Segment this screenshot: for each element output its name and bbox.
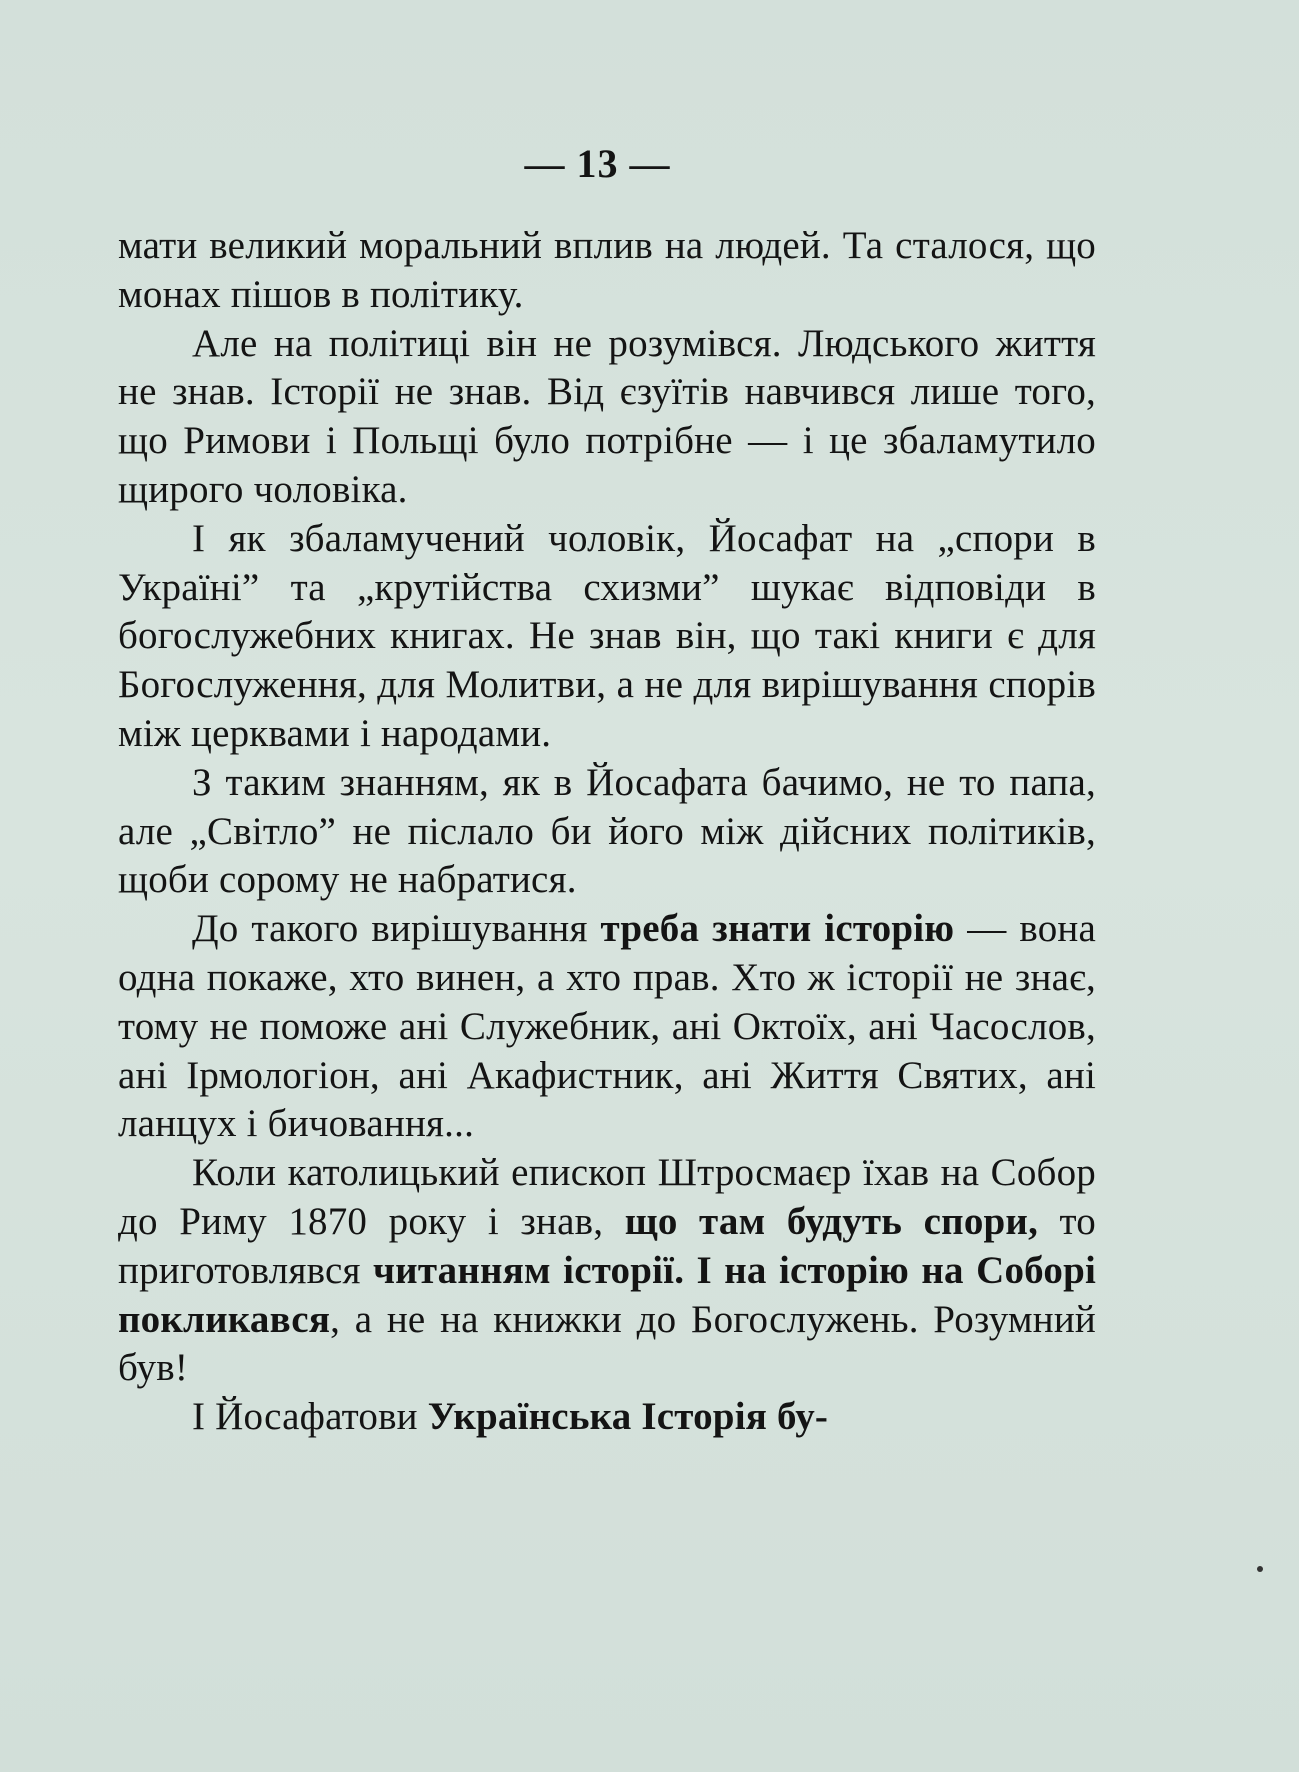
paragraph-text: — вона одна покаже, хто винен, а хто прав. Хто ж історії не знає, тому не поможе ані Служебник, ані Октоїх, ані Часослов, ані Ірмологіон, ані Акафистник, ані Життя Святих, ані ланцух і бичовання...: [118, 907, 1096, 1146]
emphasized-text: Українська Історія бу-: [427, 1395, 829, 1439]
print-speck: [1257, 1566, 1263, 1572]
paragraph-text: мати великий моральний вплив на людей. Та сталося, що монах пішов в політику.: [118, 224, 1096, 316]
paragraph-7: [118, 1393, 1096, 1442]
paragraph-text: До такого вирішування: [192, 907, 601, 951]
body-text: [118, 222, 1096, 1442]
emphasized-text: треба знати історію: [600, 907, 955, 951]
emphasized-text: читанням історії. І на історію на Соборі покликався: [118, 1248, 1096, 1341]
paragraph-text: Коли католицький епископ Штросмаєр їхав на Собор до Риму 1870 року і знав,: [118, 1151, 1096, 1243]
paragraph-text: то приготовлявся: [118, 1199, 1096, 1292]
paragraph-text: Але на політиці він не розумівся. Людського життя не знав. Історії не знав. Від єзуїтів навчився лише того, що Римови і Польщі було потрібне — і це збаламутило щирого чоловіка.: [118, 321, 1096, 511]
paragraph-text: І Йосафатови: [192, 1395, 428, 1439]
paragraph-1: [118, 222, 1096, 320]
paragraph-5: [118, 905, 1096, 1149]
page-number: — 13 —: [524, 141, 671, 186]
paragraph-text: , а не на книжки до Богослужень. Розумний був!: [118, 1297, 1096, 1390]
paragraph-2: [118, 320, 1096, 515]
paragraph-4: [118, 759, 1096, 905]
paragraph-text: І як збаламучений чоловік, Йосафат на „спори в Україні” та „крутійства схизми” шукає відповіди в богослужебних книгах. Не знав він, що такі книги є для Богослуження, для Молитви, а не для вирішування спорів між церквами і народами.: [118, 516, 1096, 755]
emphasized-text: що там будуть спори,: [624, 1199, 1039, 1243]
paragraph-3: [118, 515, 1096, 759]
paragraph-6: [118, 1149, 1096, 1393]
paragraph-text: З таким знанням, як в Йосафата бачимо, не то папа, але „Світло” не післало би його між дійсних політиків, щоби сорому не набратися.: [118, 760, 1096, 902]
